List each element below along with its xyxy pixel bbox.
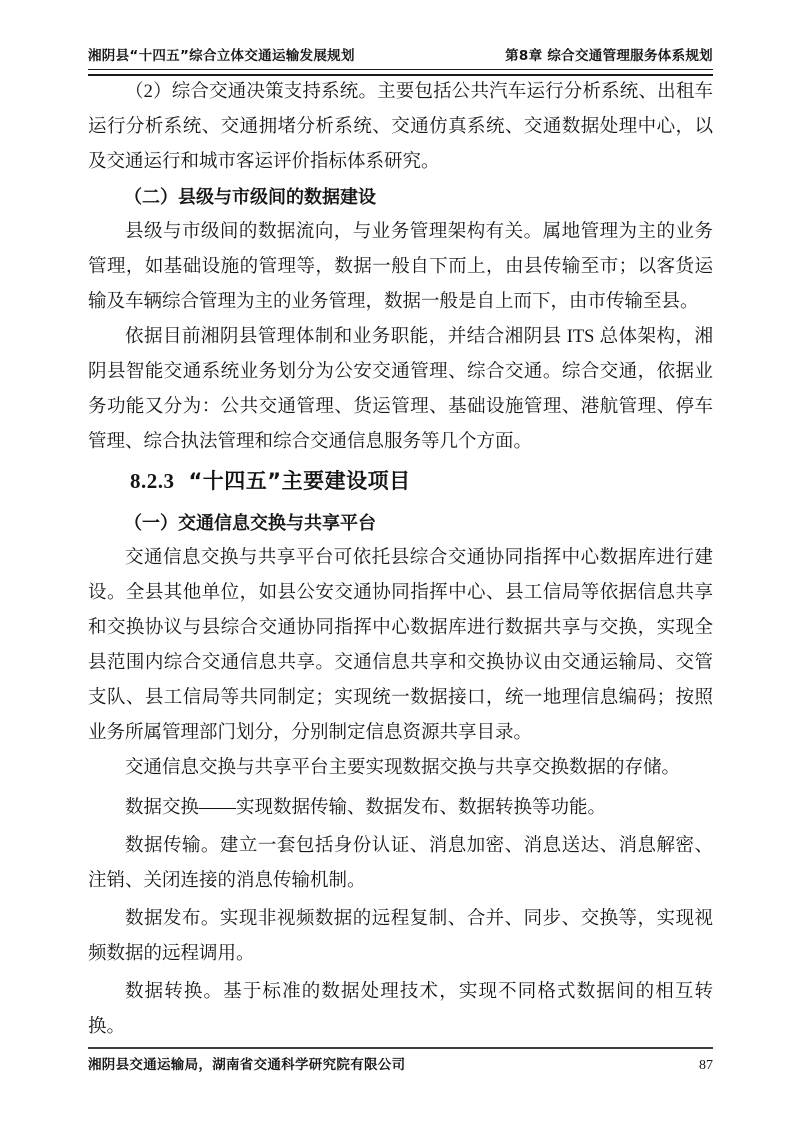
footer-rule — [88, 1047, 713, 1049]
section-title: “十四五”主要建设项目 — [188, 469, 411, 493]
footer-page-number: 87 — [699, 1058, 713, 1073]
paragraph-data-convert: 数据转换。基于标准的数据处理技术，实现不同格式数据间的相互转换。 — [88, 982, 713, 1037]
page-header — [88, 44, 713, 64]
paragraph-data-exchange: 数据交换——实现数据传输、数据发布、数据转换等功能。 — [125, 798, 607, 818]
paragraph-platform-build: 交通信息交换与共享平台可依托县综合交通协同指挥中心数据库进行建设。全县其他单位，如县公安交通协同指挥中心、县工信局等依据信息共享和交换协议与县综合交通协同指挥中心数据库进行数据共享与交换，实现全县范围内综合交通信息共享。交通信息共享和交换协议由交通运输局、交管支队、县工信局等共同制定；实现统一数据接口，统一地理信息编码；按照业务所属管理部门划分，分别制定信息资源共享目录。 — [88, 548, 713, 743]
section-number: 8.2.3 — [130, 469, 175, 493]
heading-traffic-info-platform: （一）交通信息交换与共享平台 — [124, 513, 376, 534]
paragraph-platform-storage: 交通信息交换与共享平台主要实现数据交换与共享交换数据的存储。 — [125, 758, 681, 778]
header-right-chapter-title: 第8章 综合交通管理服务体系规划 — [505, 48, 713, 64]
document-body — [88, 75, 713, 1045]
heading-county-city-data-construction: （二）县级与市级间的数据建设 — [124, 187, 376, 208]
paragraph-data-publish: 数据发布。实现非视频数据的远程复制、合并、同步、交换等，实现视频数据的远程调用。 — [88, 909, 713, 964]
header-left-title: 湘阴县“十四五”综合立体交通运输发展规划 — [88, 48, 355, 64]
paragraph-data-flow: 县级与市级间的数据流向，与业务管理架构有关。属地管理为主的业务管理，如基础设施的管理等，数据一般自下而上，由县传输至市；以客货运输及车辆综合管理为主的业务管理，数据一般是自上而下，由市传输至县。 — [88, 222, 713, 312]
page-footer — [88, 1053, 713, 1074]
paragraph-its-framework: 依据目前湘阴县管理体制和业务职能，并结合湘阴县 ITS 总体架构，湘阴县智能交通系统业务划分为公安交通管理、综合交通。综合交通，依据业务功能又分为：公共交通管理、货运管理、基础设施管理、港航管理、停车管理、综合执法管理和综合交通信息服务等几个方面。 — [88, 327, 713, 452]
section-heading-8-2-3 — [88, 460, 713, 502]
paragraph-decision-support-system: （2）综合交通决策支持系统。主要包括公共汽车运行分析系统、出租车运行分析系统、交通拥堵分析系统、交通仿真系统、交通数据处理中心，以及交通运行和城市客运评价指标体系研究。 — [88, 82, 713, 172]
paragraph-data-transfer: 数据传输。建立一套包括身份认证、消息加密、消息送达、消息解密、注销、关闭连接的消息传输机制。 — [88, 836, 713, 891]
footer-organization: 湘阴县交通运输局，湖南省交通科学研究院有限公司 — [88, 1057, 406, 1073]
